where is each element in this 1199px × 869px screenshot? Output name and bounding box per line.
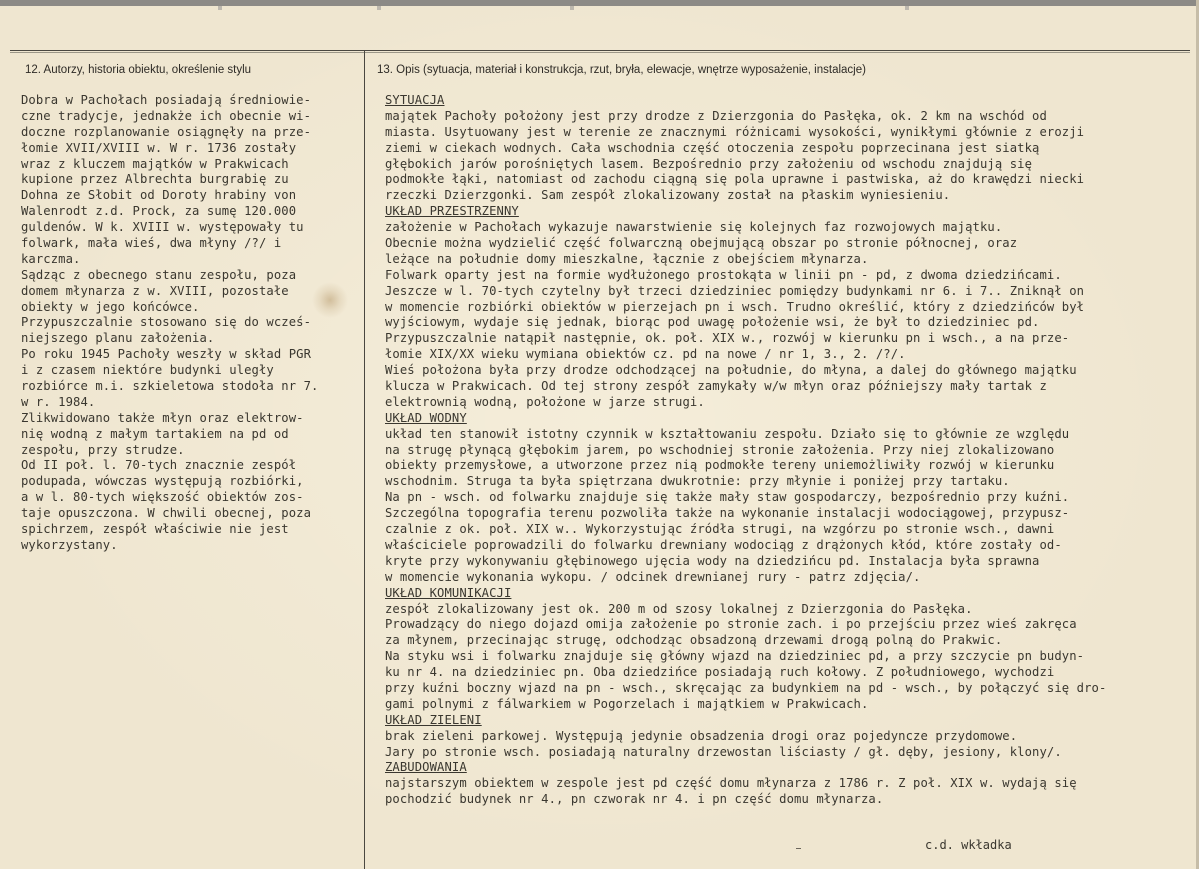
text-line: Od II poł. l. 70-tych znacznie zespół bbox=[21, 458, 297, 473]
text-line: Folwark oparty jest na formie wydłużonego prostokąta w linii pn - pd, z dwoma dziedzińcami. bbox=[385, 267, 1062, 282]
text-line: a w l. 80-tych większość obiektów zos- bbox=[21, 490, 304, 505]
text-line: Przypuszczalnie stosowano się do wcześ- bbox=[21, 315, 312, 330]
text-line: Na pn - wsch. od folwarku znajduje się także mały staw gospodarczy, bezpośrednio przy kuźni. bbox=[385, 490, 1070, 505]
section-heading: ZABUDOWANIA bbox=[385, 760, 467, 775]
text-line: kryte przy wykonywaniu głębinowego ujęcia wody na dziedzińcu pd. Instalacja była sprawna bbox=[385, 553, 1040, 568]
text-line: Prowadzący do niego dojazd omija założenie po stronie zach. i po przejściu przez wieś zakręca bbox=[385, 617, 1077, 632]
text-line: zespołu, przy strudze. bbox=[21, 442, 185, 457]
scan-edge-tick bbox=[377, 6, 381, 10]
scan-edge-tick bbox=[218, 6, 222, 10]
text-line: taje opuszczona. W chwili obecnej, poza bbox=[21, 506, 312, 521]
text-line: obiekty przemysłowe, a utworzone przez nią podmokłe tereny uniemożliwiły rozwój w kierunku bbox=[385, 458, 1055, 473]
text-line: folwark, mała wieś, dwa młyny /?/ i bbox=[21, 236, 282, 251]
section-heading: SYTUACJA bbox=[385, 93, 445, 107]
stray-mark bbox=[796, 848, 801, 849]
text-line: guldenów. W k. XVIII w. występowały tu bbox=[21, 220, 304, 235]
text-line: w momencie wykonania wykopu. / odcinek drewnianej rury - patrz zdjęcia/. bbox=[385, 569, 921, 584]
text-line: miasta. Usytuowany jest w terenie ze znacznymi różnicami wysokości, wynikłymi głównie z erozji bbox=[385, 124, 1085, 139]
text-line: leżące na południe domy mieszkalne, łącznie z obejściem młynarza. bbox=[385, 251, 869, 266]
scan-edge-tick bbox=[905, 6, 909, 10]
top-rule-double bbox=[10, 52, 1190, 53]
text-line: elektrownią wodną, położone w jarze strugi. bbox=[385, 394, 705, 409]
text-line: łomie XVII/XVIII w. W r. 1736 zostały bbox=[21, 140, 297, 155]
text-line: przy kuźni boczny wjazd na pn - wsch., skręcając za budynkiem na pd - wsch., by połączyć się dro- bbox=[385, 680, 1107, 695]
text-line: Dohna ze Słobit od Doroty hrabiny von bbox=[21, 188, 297, 203]
text-line: czalnie z ok. poł. XIX w.. Wykorzystując źródła strugi, na wzgórzu po stronie wsch., dawni bbox=[385, 522, 1055, 537]
text-line: właściciele poprowadzili do folwarku drewniany wodociąg z drążonych kłód, które zostały od- bbox=[385, 537, 1062, 552]
text-line: założenie w Pachołach wykazuje nawarstwienie się kolejnych faz rozwojowych majątku. bbox=[385, 220, 1003, 235]
text-line: czne tradycje, jednakże ich obecnie wi- bbox=[21, 108, 312, 123]
continuation-note: c.d. wkładka bbox=[925, 838, 1012, 852]
text-line: obiekty w jego końcówce. bbox=[21, 299, 200, 314]
left-column-text bbox=[21, 93, 319, 554]
text-line: spichrzem, zespół właściwie nie jest bbox=[21, 522, 289, 537]
right-column-header: 13. Opis (sytuacja, materiał i konstrukcja, rzut, bryła, elewacje, wnętrze wyposażenie, instalacje) bbox=[377, 64, 866, 76]
text-line: brak zieleni parkowej. Występują jedynie obsadzenia drogi oraz pojedyncze przydomowe. bbox=[385, 728, 1018, 743]
text-line: wraz z kluczem majątków w Prakwicach bbox=[21, 156, 289, 171]
text-line: niejszego planu założenia. bbox=[21, 331, 215, 346]
text-line: wschodnim. Struga ta była spiętrzana dwukrotnie: przy młynie i poniżej przy tartaku. bbox=[385, 474, 1010, 489]
text-line: rozbiórce m.i. szkieletowa stodoła nr 7. bbox=[21, 379, 319, 394]
scan-edge-tick bbox=[570, 6, 574, 10]
text-line: wykorzystany. bbox=[21, 537, 118, 552]
top-rule bbox=[10, 50, 1190, 51]
text-line: w momencie rozbiórki obiektów w pierzejach pn i wsch. Trudno określić, który z dziedzińców był bbox=[385, 299, 1085, 314]
text-line: rzeczki Dzierzgonki. Sam zespół zlokalizowany został na płaskim wyniesieniu. bbox=[385, 188, 951, 203]
text-line: pochodzić budynek nr 4., pn czworak nr 4. i pn część domu młynarza. bbox=[385, 792, 884, 807]
column-divider bbox=[364, 50, 365, 869]
text-line: za młynem, przecinając strugę, odchodząc obsadzoną drzewami drogą polną do Prakwic. bbox=[385, 633, 1003, 648]
text-line: ku nr 4. na dziedziniec pn. Oba dziedzińce posiadają ruch kołowy. Z południowego, wychodzi bbox=[385, 665, 1055, 680]
text-line: zespół zlokalizowany jest ok. 200 m od szosy lokalnej z Dzierzgonia do Pasłęka. bbox=[385, 601, 973, 616]
text-line: głębokich jarów porośniętych lasem. Bezpośrednio przy założeniu od wschodu znajdują się bbox=[385, 156, 1033, 171]
text-line: Po roku 1945 Pachoły weszły w skład PGR bbox=[21, 347, 312, 362]
text-line: domem młynarza z w. XVIII, pozostałe bbox=[21, 283, 289, 298]
text-line: wyjściowym, wydaje się jednak, biorąc pod uwagę położenie wsi, że był to dziedziniec pd. bbox=[385, 315, 1040, 330]
section-heading: UKŁAD ZIELENI bbox=[385, 712, 482, 727]
text-line: Wieś położona była przy drodze odchodzącej na południe, do młyna, a dalej do głównego majątku bbox=[385, 363, 1077, 378]
text-line: klucza w Prakwicach. Od tej strony zespół zamykały w/w młyn oraz późniejszy mały tartak z bbox=[385, 379, 1047, 394]
text-line: Na styku wsi i folwarku znajduje się główny wjazd na dziedziniec pd, a przy szczycie pn budyn- bbox=[385, 649, 1085, 664]
text-line: doczne rozplanowanie osiągnęły na prze- bbox=[21, 124, 312, 139]
text-line: ziemi w ciekach wodnych. Cała wschodnia część otoczenia zespołu poprzecinana jest siatką bbox=[385, 140, 1040, 155]
text-line: Przypuszczalnie natąpił następnie, ok. poł. XIX w., rozwój w kierunku pn i wsch., a na prze- bbox=[385, 331, 1070, 346]
text-line: podmokłe łąki, natomiast od zachodu ciągną się pola uprawne i pastwiska, aż do krawędzi niecki bbox=[385, 172, 1085, 187]
text-line: i z czasem niektóre budynki uległy bbox=[21, 363, 274, 378]
text-line: podupada, wówczas występują rozbiórki, bbox=[21, 474, 304, 489]
text-line: Obecnie można wydzielić część folwarczną obejmującą obszar po stronie północnej, oraz bbox=[385, 236, 1018, 251]
text-line: karczma. bbox=[21, 251, 81, 266]
text-line: Jeszcze w l. 70-tych czytelny był trzeci dziedziniec pomiędzy budynkami nr 6. i 7.. Zniknął on bbox=[385, 283, 1085, 298]
text-line: Jary po stronie wsch. posiadają naturalny drzewostan liściasty / gł. dęby, jesiony, klony/. bbox=[385, 744, 1062, 759]
text-line: Zlikwidowano także młyn oraz elektrow- bbox=[21, 410, 304, 425]
scan-top-edge bbox=[0, 0, 1199, 6]
section-heading: UKŁAD KOMUNIKACJI bbox=[385, 585, 512, 600]
text-line: łomie XIX/XX wieku wymiana obiektów cz. pd na nowe / nr 1, 3., 2. /?/. bbox=[385, 347, 906, 362]
text-line: nię wodną z małym tartakiem na pd od bbox=[21, 426, 289, 441]
text-line: Dobra w Pachołach posiadają średniowie- bbox=[21, 93, 312, 107]
text-line: kupione przez Albrechta burgrabię zu bbox=[21, 172, 289, 187]
text-line: Szczególna topografia terenu pozwoliła także na wykonanie instalacji wodociągowej, przypusz- bbox=[385, 506, 1070, 521]
left-column-header: 12. Autorzy, historia obiektu, określenie stylu bbox=[25, 64, 252, 76]
text-line: najstarszym obiektem w zespole jest pd część domu młynarza z 1786 r. Z poł. XIX w. wydają się bbox=[385, 776, 1077, 791]
text-line: na strugę płynącą głębokim jarem, po wschodniej stronie założenia. Przy niej zlokalizowano bbox=[385, 442, 1055, 457]
text-line: układ ten stanowił istotny czynnik w kształtowaniu zespołu. Działo się to głównie ze względu bbox=[385, 426, 1070, 441]
section-heading: UKŁAD PRZESTRZENNY bbox=[385, 204, 519, 219]
text-line: w r. 1984. bbox=[21, 394, 96, 409]
text-line: majątek Pachoły położony jest przy drodze z Dzierzgonia do Pasłęka, ok. 2 km na wschód od bbox=[385, 108, 1047, 123]
text-line: Walenrodt z.d. Prock, za sumę 120.000 bbox=[21, 204, 297, 219]
section-heading: UKŁAD WODNY bbox=[385, 410, 467, 425]
text-line: Sądząc z obecnego stanu zespołu, poza bbox=[21, 267, 297, 282]
text-line: gami polnymi z fálwarkiem w Pogorzelach i majątkiem w Prakwicach. bbox=[385, 696, 869, 711]
right-column-text bbox=[385, 93, 1106, 808]
